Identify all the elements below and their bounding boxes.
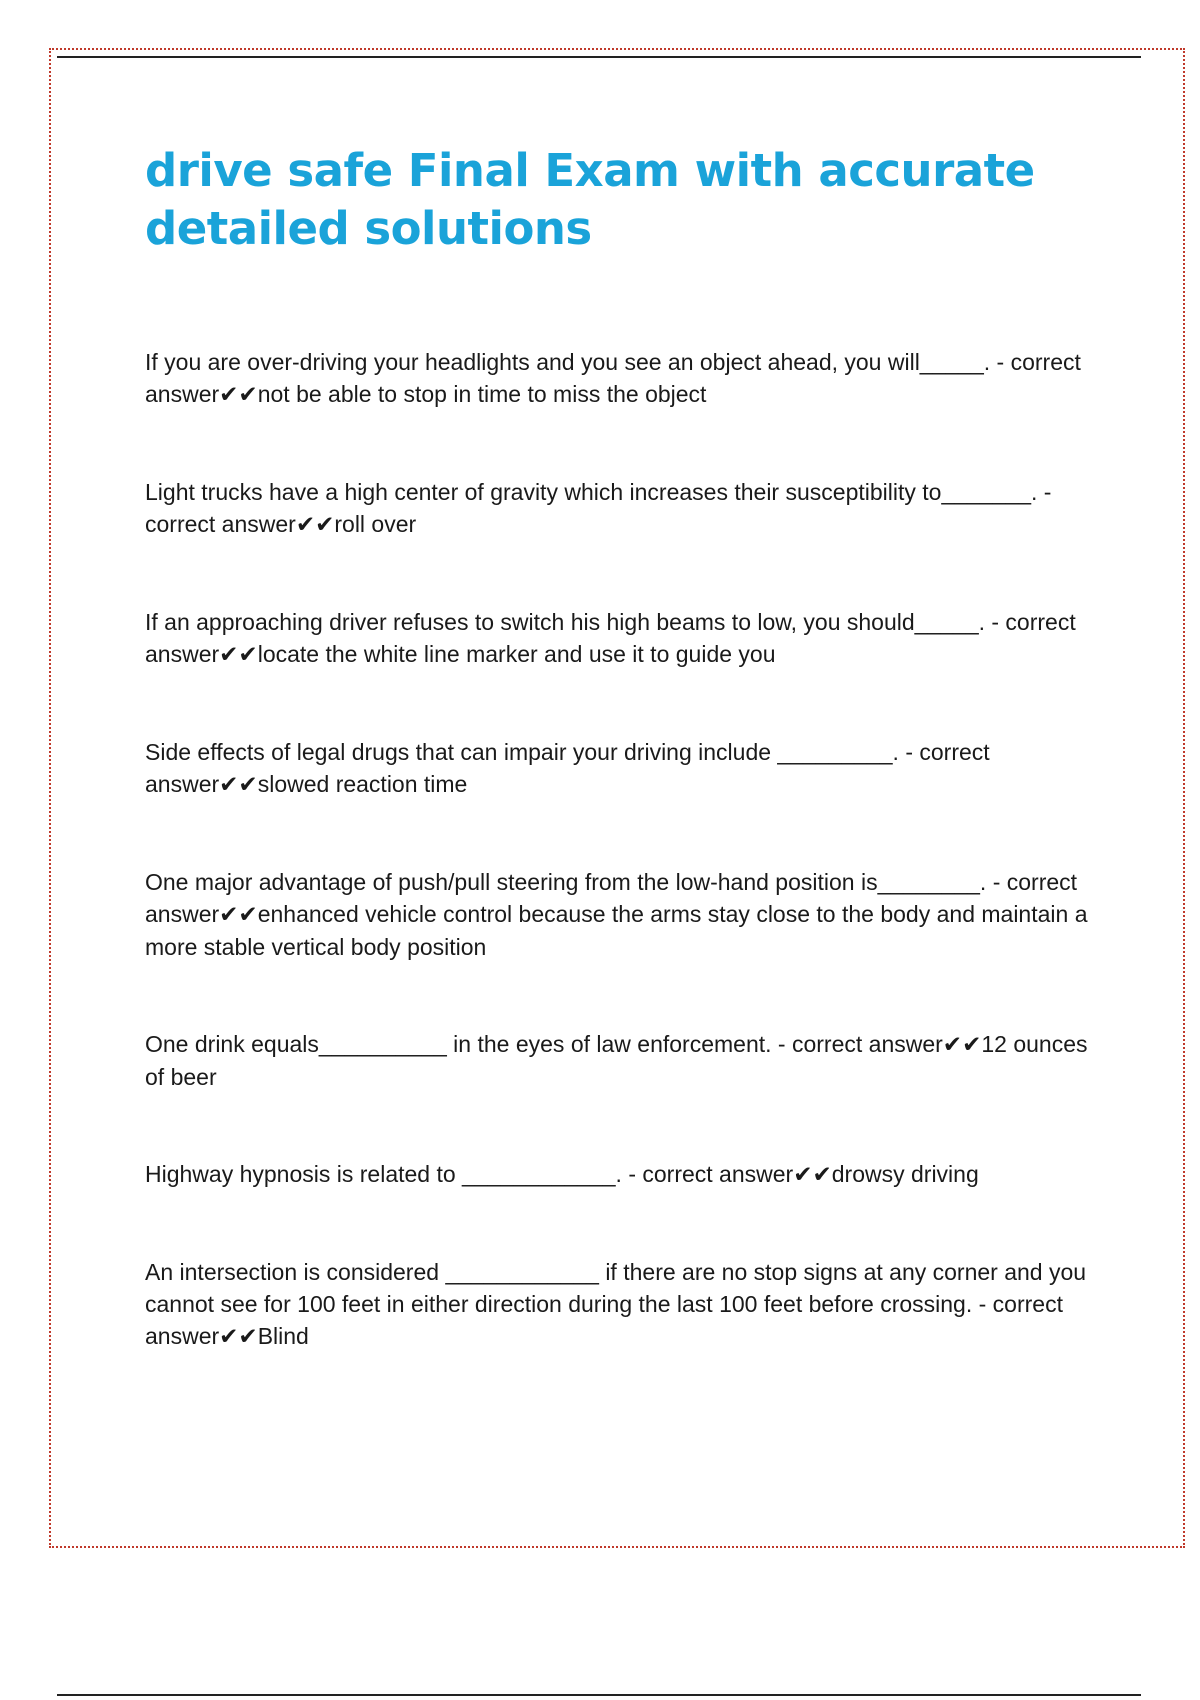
check-icon: ✔✔ [219, 382, 258, 408]
answer-text: locate the white line marker and use it to guide you [257, 641, 776, 667]
check-icon: ✔✔ [219, 642, 258, 668]
top-rule [57, 56, 1141, 58]
answer-text: drowsy driving [831, 1161, 979, 1187]
qa-item-2 [145, 476, 1095, 541]
check-icon: ✔✔ [219, 902, 258, 928]
question-text: Light trucks have a high center of gravity which increases their susceptibility to_______. - correct answer [145, 479, 1058, 537]
qa-list [145, 346, 1095, 1418]
answer-text: not be able to stop in time to miss the object [257, 381, 707, 407]
check-icon: ✔✔ [219, 1324, 258, 1350]
check-icon: ✔✔ [942, 1032, 982, 1058]
question-text: An intersection is considered ____________ if there are no stop signs at any corner and you cannot see for 100 feet in either direction during the last 100 feet before crossing. - correct answer [145, 1259, 1093, 1349]
question-text: Side effects of legal drugs that can impair your driving include _________. - correct answer [145, 739, 997, 797]
question-text: Highway hypnosis is related to ____________. - correct answer [145, 1161, 794, 1187]
check-icon: ✔✔ [793, 1162, 832, 1188]
answer-text: Blind [257, 1323, 309, 1349]
document-title: drive safe Final Exam with accurate detailed solutions [145, 144, 1035, 255]
question-text: If you are over-driving your headlights and you see an object ahead, you will_____. - correct answer [145, 349, 1088, 407]
answer-text: slowed reaction time [257, 771, 468, 797]
qa-item-6 [145, 1028, 1095, 1093]
question-text: One major advantage of push/pull steering from the low-hand position is________. - correct answer [145, 869, 1084, 927]
answer-text: roll over [334, 511, 417, 537]
check-icon: ✔✔ [295, 512, 335, 538]
check-icon: ✔✔ [219, 772, 258, 798]
qa-item-3 [145, 606, 1095, 671]
qa-item-5 [145, 866, 1095, 963]
qa-item-7 [145, 1158, 1095, 1191]
answer-text: enhanced vehicle control because the arms stay close to the body and maintain a more stable vertical body position [145, 901, 1094, 960]
qa-item-1 [145, 346, 1095, 411]
answer-text: 12 ounces of beer [145, 1031, 1094, 1090]
question-text: One drink equals__________ in the eyes of law enforcement. - correct answer [145, 1031, 943, 1057]
question-text: If an approaching driver refuses to switch his high beams to low, you should_____. - correct answer [145, 609, 1083, 667]
qa-item-8 [145, 1256, 1095, 1353]
qa-item-4 [145, 736, 1095, 801]
bottom-rule [57, 1694, 1141, 1696]
